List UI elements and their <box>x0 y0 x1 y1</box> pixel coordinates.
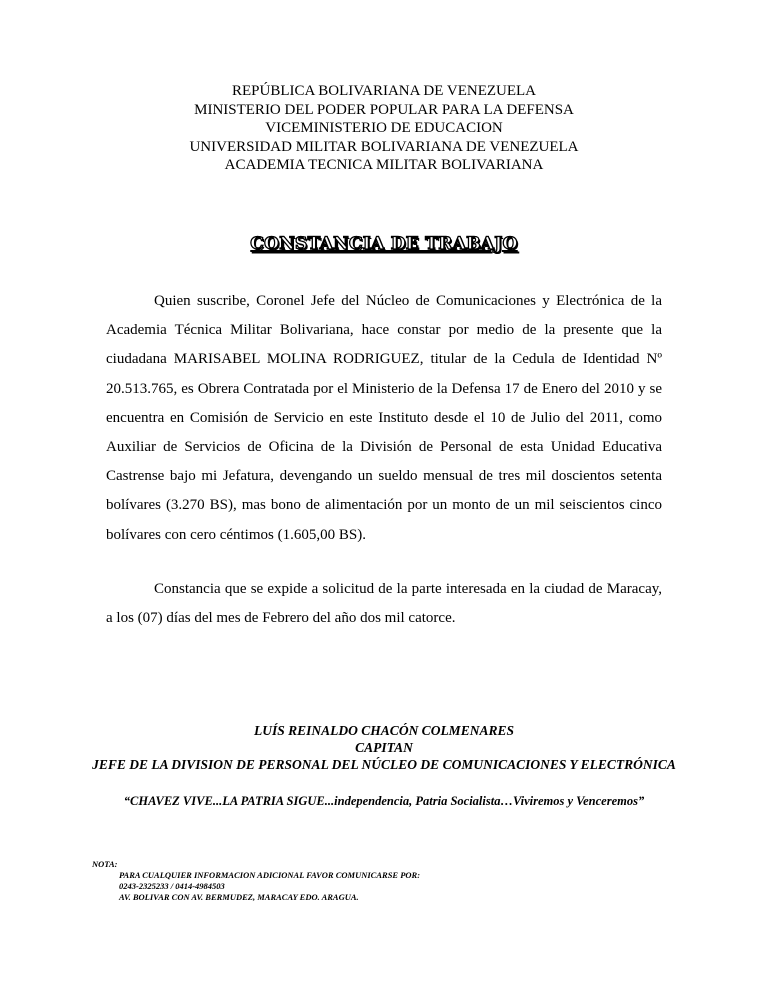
signatory-position: JEFE DE LA DIVISION DE PERSONAL DEL NÚCLEO DE COMUNICACIONES Y ELECTRÓNICA <box>92 757 676 772</box>
signatory-rank: CAPITAN <box>355 740 413 755</box>
header-line-academy: ACADEMIA TECNICA MILITAR BOLIVARIANA <box>224 157 544 173</box>
header-line-ministry: MINISTERIO DEL PODER POPULAR PARA LA DEFENSA <box>194 101 574 118</box>
document-title: CONSTANCIA DE TRABAJO <box>250 234 518 254</box>
motto: “CHAVEZ VIVE...LA PATRIA SIGUE...independencia, Patria Socialista…Viviremos y Venceremos” <box>123 794 645 808</box>
body-paragraph-issuance: Constancia que se expide a solicitud de la parte interesada en la ciudad de Maracay, a los (07) días del mes de Febrero del año dos mil catorce. <box>106 581 662 627</box>
body-paragraph-certification: Quien suscribe, Coronel Jefe del Núcleo de Comunicaciones y Electrónica de la Academia Técnica Militar Bolivariana, hace constar por medio de la presente que la ciudadana MARISABEL MOLINA RODRIGUEZ, titular de la Cedula de Identidad Nº 20.513.765, es Obrera Contratada por el Ministerio de la Defensa 17 de Enero del 2010 y se encuentra en Comisión de Servicio en este Instituto desde el 10 de Julio del 2011, como Auxiliar de Servicios de Oficina de la División de Personal de esta Unidad Educativa Castrense bajo mi Jefatura, devengando un sueldo mensual de tres mil doscientos setenta bolívares (3.270 BS), mas bono de alimentación por un monto de un mil seiscientos cinco bolívares con cero céntimos (1.605,00 BS). <box>106 293 662 543</box>
nota-info-line: PARA CUALQUIER INFORMACION ADICIONAL FAVOR COMUNICARSE POR: <box>119 870 421 880</box>
institution-header <box>0 82 768 175</box>
signatory-name: LUÍS REINALDO CHACÓN COLMENARES <box>254 723 514 738</box>
nota-phones: 0243-2325233 / 0414-4984503 <box>119 881 225 891</box>
header-line-republic: REPÚBLICA BOLIVARIANA DE VENEZUELA <box>231 83 537 99</box>
nota-label: NOTA: <box>92 859 118 869</box>
nota-address: AV. BOLIVAR CON AV. BERMUDEZ, MARACAY EDO. ARAGUA. <box>119 892 359 902</box>
contact-note <box>92 859 592 903</box>
signature-block <box>0 722 768 773</box>
header-line-viceministry: VICEMINISTERIO DE EDUCACION <box>265 120 503 136</box>
header-line-university: UNIVERSIDAD MILITAR BOLIVARIANA DE VENEZUELA <box>189 138 579 155</box>
